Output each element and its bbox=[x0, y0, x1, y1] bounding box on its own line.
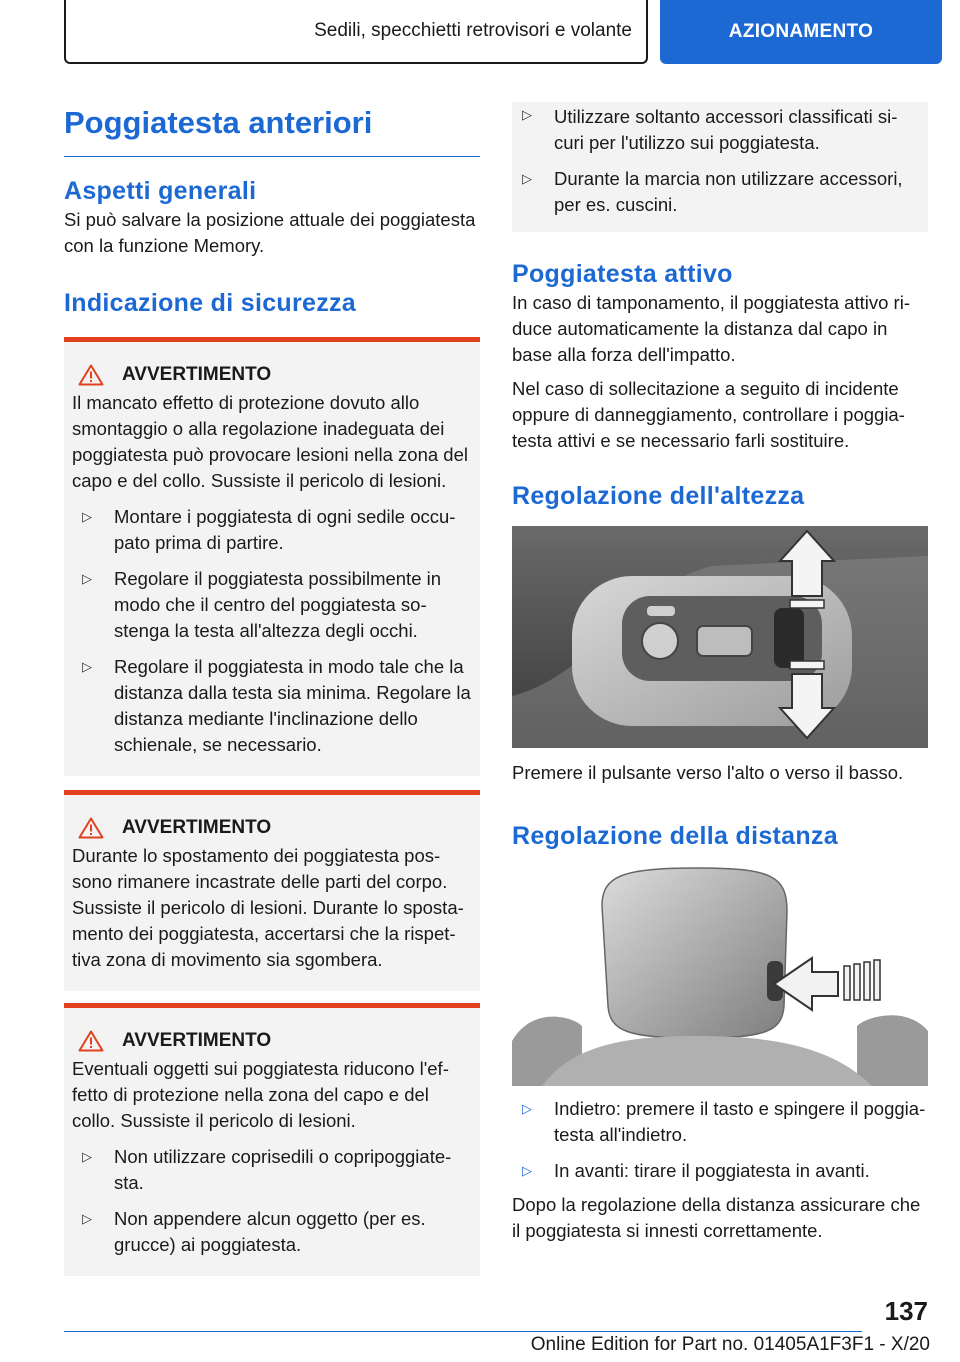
list-item: ▷ Montare i poggiatesta di ogni sedile occupato prima di partire. bbox=[82, 506, 456, 553]
active-paragraph-2: Nel caso di sollecitazione a seguito di incidente oppure di danneggiamento, controllare i poggiatesta attivi e se necessario farli sostituire. bbox=[512, 378, 905, 451]
warning-triangle-icon bbox=[78, 364, 104, 386]
right-column bbox=[512, 102, 928, 1244]
headrest-illustration bbox=[512, 866, 928, 1086]
header-section-title bbox=[64, 0, 648, 64]
warning-bullet-list bbox=[72, 1144, 474, 1258]
active-heading: Poggiatesta attivo bbox=[512, 260, 733, 288]
headrest-photo bbox=[512, 866, 928, 1086]
page-title: Poggiatesta anteriori bbox=[64, 100, 480, 157]
warning-triangle-icon bbox=[78, 1030, 104, 1052]
warning-text: Eventuali oggetti sui poggiatesta riducono l'effetto di protezione nella zona del capo e del collo. Sussiste il pericolo di lesioni. bbox=[72, 1058, 449, 1131]
general-heading: Aspetti generali bbox=[64, 177, 257, 205]
page-number: 137 bbox=[884, 1296, 928, 1326]
warning-box-3 bbox=[64, 1003, 480, 1276]
distance-text: Dopo la regolazione della distanza assicurare che il poggiatesta si innesti correttamente. bbox=[512, 1194, 921, 1241]
left-column bbox=[64, 100, 480, 1276]
warning-box-1 bbox=[64, 337, 480, 776]
warning-text: Durante lo spostamento dei poggiatesta possono rimanere incastrate delle parti del corpo. Sussiste il pericolo di lesioni. Durante lo spostamento dei poggiatesta, accertarsi che la rispettiva zona di movimento sia sgombera. bbox=[72, 845, 464, 970]
footer-edition: Online Edition for Part no. 01405A1F3F1 - X/20 bbox=[530, 1334, 930, 1355]
warning-title: AVVERTIMENTO bbox=[72, 815, 474, 841]
footer-divider bbox=[64, 1331, 862, 1332]
section-title: Sedili, specchietti retrovisori e volante bbox=[314, 20, 632, 41]
list-item: ▷ Regolare il poggiatesta possibilmente in modo che il centro del poggiatesta sostenga la testa all'altezza degli occhi. bbox=[82, 568, 442, 641]
height-caption: Premere il pulsante verso l'alto o verso il basso. bbox=[512, 762, 904, 783]
seat-control-photo bbox=[512, 526, 928, 748]
warning-box-2 bbox=[64, 790, 480, 991]
header-chapter-tab[interactable] bbox=[660, 0, 942, 64]
list-item: ▷ Utilizzare soltanto accessori classificati sicuri per l'utilizzo sui poggiatesta. bbox=[522, 106, 898, 153]
safety-heading: Indicazione di sicurezza bbox=[64, 289, 357, 317]
chapter-label: AZIONAMENTO bbox=[728, 21, 874, 42]
list-item: ▷ Durante la marcia non utilizzare accessori, per es. cuscini. bbox=[522, 168, 903, 215]
warning-title: AVVERTIMENTO bbox=[72, 1028, 474, 1054]
height-heading: Regolazione dell'altezza bbox=[512, 482, 805, 510]
warning-bullet-list bbox=[72, 504, 474, 758]
list-item: ▷ Indietro: premere il tasto e spingere il poggiatesta all'indietro. bbox=[522, 1098, 926, 1145]
list-item: ▷ Non appendere alcun oggetto (per es. grucce) ai poggiatesta. bbox=[82, 1208, 426, 1255]
seat-control-illustration bbox=[512, 526, 928, 748]
list-item: ▷ Non utilizzare coprisedili o copripoggiatesta. bbox=[82, 1146, 452, 1193]
distance-bullet-list bbox=[512, 1096, 928, 1184]
warning-title: AVVERTIMENTO bbox=[72, 362, 474, 388]
continued-bullet-list bbox=[512, 102, 916, 218]
warning-triangle-icon bbox=[78, 817, 104, 839]
list-item: ▷ Regolare il poggiatesta in modo tale che la distanza dalla testa sia minima. Regolare la distanza mediante l'inclinazione dello schienale, se necessario. bbox=[82, 656, 471, 755]
list-item: ▷ In avanti: tirare il poggiatesta in avanti. bbox=[522, 1160, 870, 1181]
distance-heading: Regolazione della distanza bbox=[512, 822, 838, 850]
active-paragraph-1: In caso di tamponamento, il poggiatesta attivo riduce automaticamente la distanza dal capo in base alla forza dell'impatto. bbox=[512, 292, 910, 365]
warning-text: Il mancato effetto di protezione dovuto allo smontaggio o alla regolazione inadeguata dei poggiatesta può provocare lesioni nella zona del capo e del collo. Sussiste il pericolo di lesioni. bbox=[72, 392, 468, 491]
general-text: Si può salvare la posizione attuale dei poggiatesta con la funzione Memory. bbox=[64, 209, 476, 256]
warning-continuation bbox=[512, 102, 928, 232]
